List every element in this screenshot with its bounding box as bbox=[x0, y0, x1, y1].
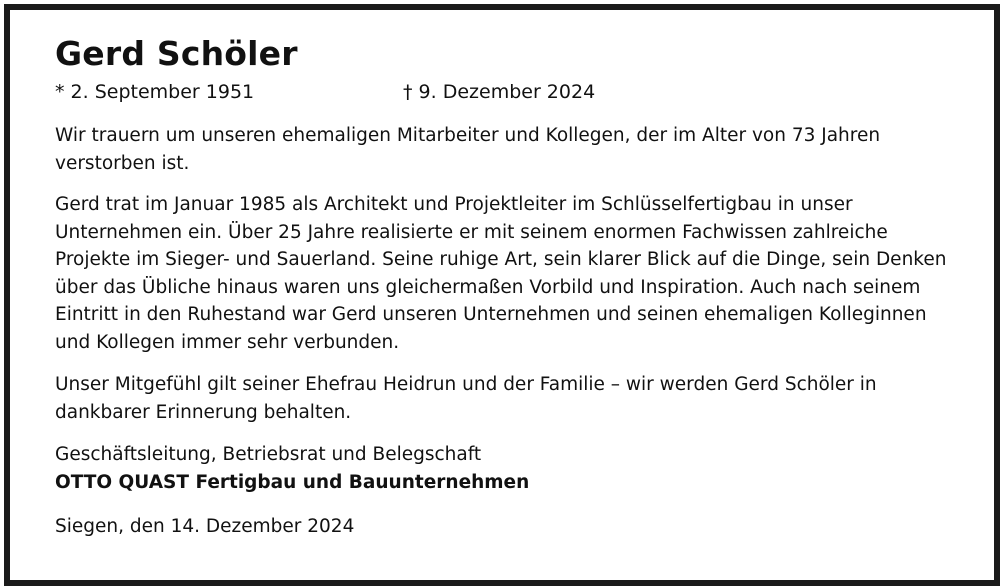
company-name: OTTO QUAST Fertigbau und Bauunternehmen bbox=[55, 471, 530, 493]
career-paragraph: Gerd trat im Januar 1985 als Architekt und Projektleiter im Schlüsselfertigbau in unser Unternehmen ein. Über 25 Jahre realisierte er mit seinem enormen Fachwissen zahlreiche Projekte im Sieger- und Sauerland. Seine ruhige Art, sein klarer Blick auf die Dinge, sein Denken über das Übliche hinaus waren uns gleichermaßen Vorbild und Inspiration. Auch nach seinem Eintritt in den Ruhestand war Gerd unseren Unternehmen und seinen ehemaligen Kolleginnen und Kollegen immer sehr verbunden. bbox=[55, 194, 947, 353]
deceased-name: Gerd Schöler bbox=[55, 34, 298, 73]
signatories: Geschäftsleitung, Betriebsrat und Belegschaft bbox=[55, 444, 482, 465]
obituary-content bbox=[55, 32, 960, 541]
life-dates bbox=[55, 78, 960, 106]
condolence-paragraph: Unser Mitgefühl gilt seiner Ehefrau Heidrun und der Familie – wir werden Gerd Schöler in dankbarer Erinnerung behalten. bbox=[55, 374, 877, 423]
mourning-paragraph: Wir trauern um unseren ehemaligen Mitarbeiter und Kollegen, der im Alter von 73 Jahren verstorben ist. bbox=[55, 125, 881, 174]
death-date: † 9. Dezember 2024 bbox=[403, 81, 596, 103]
place-and-date: Siegen, den 14. Dezember 2024 bbox=[55, 516, 355, 537]
signature-block bbox=[55, 441, 960, 496]
birth-date: * 2. September 1951 bbox=[55, 81, 255, 103]
